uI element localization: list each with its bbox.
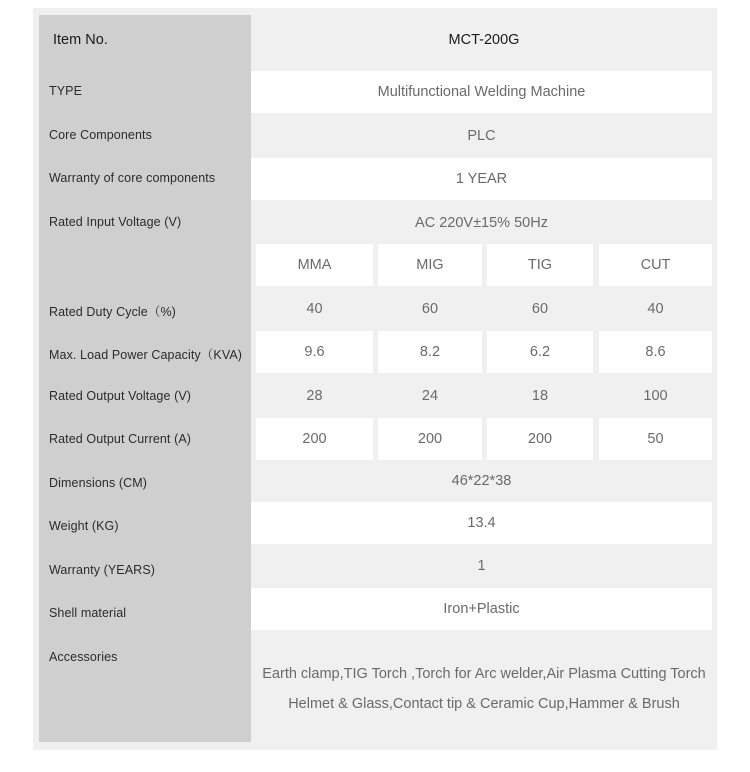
weight-value: 13.4 — [251, 502, 712, 544]
out-current-mig: 200 — [378, 418, 482, 460]
out-current-cut: 50 — [599, 418, 712, 460]
duty-mig: 60 — [421, 301, 439, 317]
accessories-line-1: Earth clamp,TIG Torch ,Torch for Arc welder,Air Plasma Cutting Torch — [262, 666, 706, 682]
dimensions-label: Dimensions (CM) — [49, 476, 148, 490]
shell-material-value: Iron+Plastic — [251, 588, 712, 630]
core-components-value: PLC — [467, 128, 496, 144]
accessories-line-2: Helmet & Glass,Contact tip & Ceramic Cup,Hammer & Brush — [288, 696, 680, 712]
type-label: TYPE — [49, 84, 83, 98]
warranty-years-value: 1 — [477, 558, 486, 574]
out-current-mma: 200 — [256, 418, 373, 460]
duty-cycle-label: Rated Duty Cycle（%) — [49, 305, 176, 319]
output-current-label: Rated Output Current (A) — [49, 432, 192, 446]
out-voltage-mma: 28 — [306, 388, 323, 404]
shell-material-label: Shell material — [49, 606, 127, 620]
label-column — [39, 15, 251, 742]
input-voltage-label: Rated Input Voltage (V) — [49, 215, 182, 229]
item-no-label: Item No. — [53, 32, 108, 48]
weight-label: Weight (KG) — [49, 519, 119, 533]
warranty-years-label: Warranty (YEARS) — [49, 563, 156, 577]
out-voltage-cut: 100 — [643, 388, 668, 404]
item-no-value: MCT-200G — [448, 32, 520, 48]
type-value: Multifunctional Welding Machine — [251, 71, 712, 113]
capacity-mig: 8.2 — [378, 331, 482, 373]
input-voltage-value: AC 220V±15% 50Hz — [415, 215, 548, 231]
capacity-cut: 8.6 — [599, 331, 712, 373]
capacity-mma: 9.6 — [256, 331, 373, 373]
warranty-core-value: 1 YEAR — [251, 158, 712, 200]
out-current-tig: 200 — [487, 418, 593, 460]
mode-tig: TIG — [487, 244, 593, 286]
mode-cut: CUT — [599, 244, 712, 286]
mode-mma: MMA — [256, 244, 373, 286]
out-voltage-tig: 18 — [531, 388, 549, 404]
out-voltage-mig: 24 — [421, 388, 439, 404]
accessories-label: Accessories — [49, 650, 118, 664]
warranty-core-label: Warranty of core components — [49, 171, 216, 185]
power-capacity-label: Max. Load Power Capacity（KVA) — [49, 348, 243, 362]
capacity-tig: 6.2 — [487, 331, 593, 373]
duty-cut: 40 — [647, 301, 664, 317]
mode-mig: MIG — [378, 244, 482, 286]
output-voltage-label: Rated Output Voltage (V) — [49, 389, 192, 403]
core-components-label: Core Components — [49, 128, 152, 142]
duty-tig: 60 — [531, 301, 549, 317]
dimensions-value: 46*22*38 — [451, 473, 512, 489]
duty-mma: 40 — [306, 301, 323, 317]
